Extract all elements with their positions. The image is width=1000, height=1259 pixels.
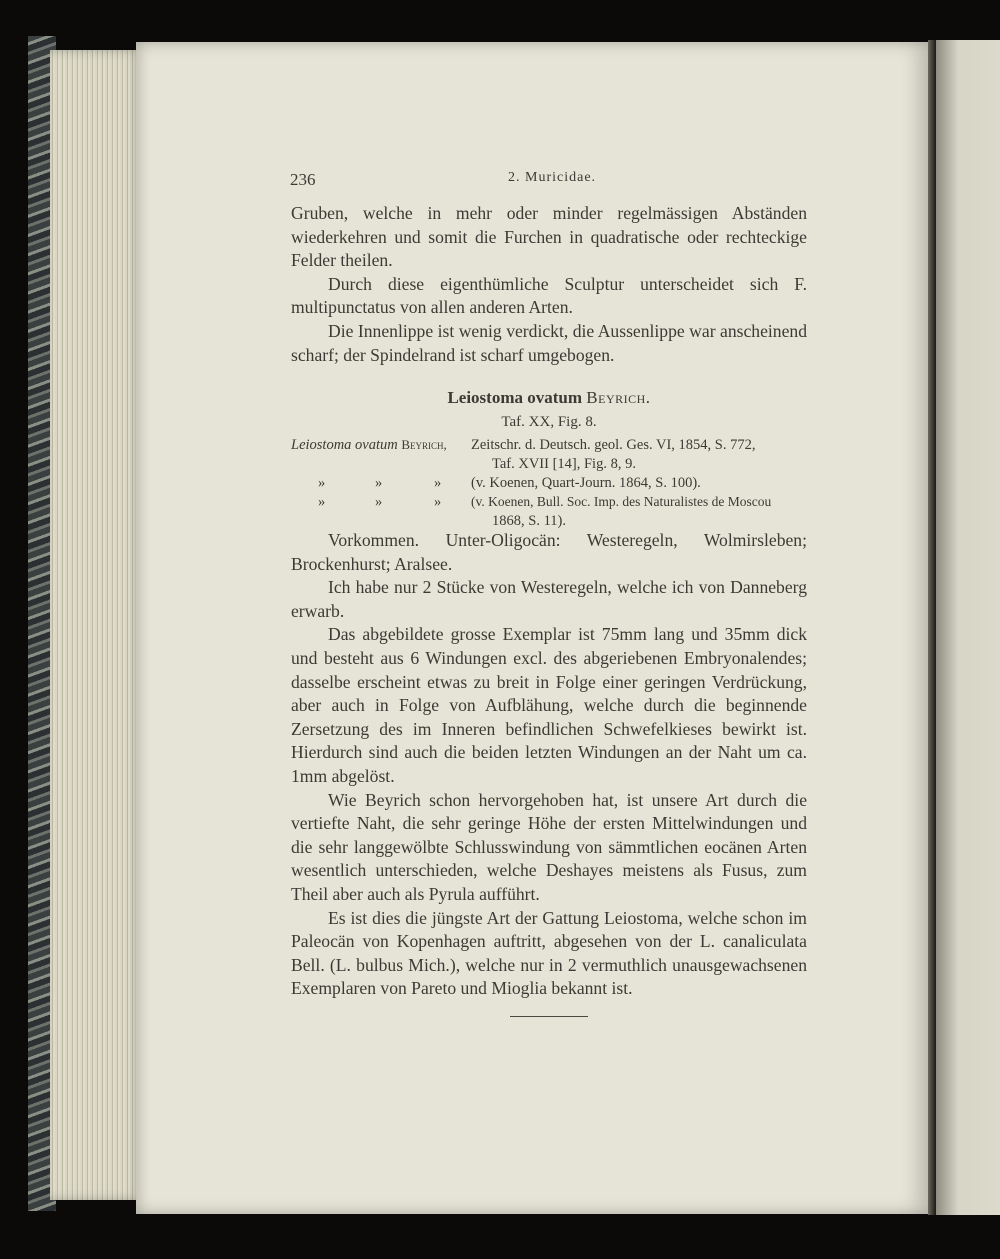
section-end-rule bbox=[510, 1016, 588, 1017]
species-heading bbox=[291, 388, 807, 408]
page-header bbox=[290, 170, 810, 190]
synonym-author: Beyrich, bbox=[401, 437, 447, 452]
paragraph: Es ist dies die jüngste Art der Gattung Leiostoma, welche schon im Paleocän von Kopenhagen auftritt, abgesehen von der L. canaliculata Bell. (L. bulbus Mich.), welche nur in 2 vermuthlich unausgewachsenen Exemplaren von Pareto und Mioglia bekannt ist. bbox=[291, 907, 807, 999]
synonymy-entry bbox=[291, 436, 807, 455]
species-name: Leiostoma ovatum bbox=[447, 388, 583, 407]
book-gutter bbox=[928, 40, 936, 1215]
synonym-reference: (v. Koenen, Quart-Journ. 1864, S. 100). bbox=[471, 475, 701, 491]
plate-reference: Taf. XX, Fig. 8. bbox=[501, 414, 597, 430]
paragraph: Wie Beyrich schon hervorgehoben hat, ist unsere Art durch die vertiefte Naht, die sehr geringe Höhe der ersten Mittelwindungen und die sehr langgewölbte Schlusswindung von sämmtlichen eocänen Arten wesentlich unterschieden, welche Deshayes meistens als Fusus, zum Theil aber auch als Pyrula aufführt. bbox=[291, 789, 807, 904]
ditto-mark: » bbox=[434, 494, 442, 510]
species-author: Beyrich. bbox=[586, 388, 651, 407]
paragraph: Die Innenlippe ist wenig verdickt, die Aussenlippe war anscheinend scharf; der Spindelrand ist scharf umgebogen. bbox=[291, 320, 807, 365]
paragraph: Gruben, welche in mehr oder minder regelmässigen Abständen wiederkehren und somit die Furchen in quadratische oder rechteckige Felder theilen. bbox=[291, 203, 807, 271]
ditto-mark: » bbox=[318, 494, 326, 510]
page-stack-edges bbox=[50, 50, 142, 1200]
synonym-name: Leiostoma ovatum bbox=[291, 437, 398, 453]
paragraph: Vorkommen. Unter-Oligocän: Westeregeln, Wolmirsleben; Brockenhurst; Aralsee. bbox=[291, 530, 807, 574]
ditto-mark: » bbox=[375, 475, 383, 491]
intro-text bbox=[291, 202, 807, 367]
synonym-reference: Zeitschr. d. Deutsch. geol. Ges. VI, 1854, S. 772, bbox=[471, 437, 756, 453]
section-title: 2. Muricidae. bbox=[508, 170, 597, 185]
ditto-mark: » bbox=[434, 475, 442, 491]
synonymy-entry bbox=[291, 493, 807, 512]
synonym-reference-cont: Taf. XVII [14], Fig. 8, 9. bbox=[492, 456, 636, 472]
paragraph: Durch diese eigenthümliche Sculptur unterscheidet sich F. multipunctatus von allen anderen Arten. bbox=[291, 273, 807, 318]
synonym-reference-cont: 1868, S. 11). bbox=[492, 513, 566, 529]
main-text bbox=[291, 529, 807, 1001]
facing-page-edge bbox=[936, 40, 1000, 1215]
synonymy-list bbox=[291, 436, 807, 531]
ditto-mark: » bbox=[318, 475, 326, 491]
paragraph: Das abgebildete grosse Exemplar ist 75mm lang und 35mm dick und besteht aus 6 Windungen excl. des abgeriebenen Embryonalendes; dasselbe erscheint etwas zu breit in Folge einer geringen Verdrückung, aber auch in Folge von Aufblähung, welche durch die beginnende Zersetzung des im Inneren befindlichen Schwefelkieses bewirkt ist. Hierdurch sind auch die beiden letzten Windungen an der Naht um ca. 1mm abgelöst. bbox=[291, 624, 807, 786]
synonymy-entry bbox=[291, 474, 807, 493]
synonym-reference: (v. Koenen, Bull. Soc. Imp. des Naturalistes de Moscou bbox=[471, 494, 772, 509]
page-number: 236 bbox=[290, 170, 316, 189]
synonymy-entry-continued bbox=[291, 455, 807, 474]
ditto-mark: » bbox=[375, 494, 383, 510]
paragraph: Ich habe nur 2 Stücke von Westeregeln, welche ich von Danneberg erwarb. bbox=[291, 577, 807, 621]
